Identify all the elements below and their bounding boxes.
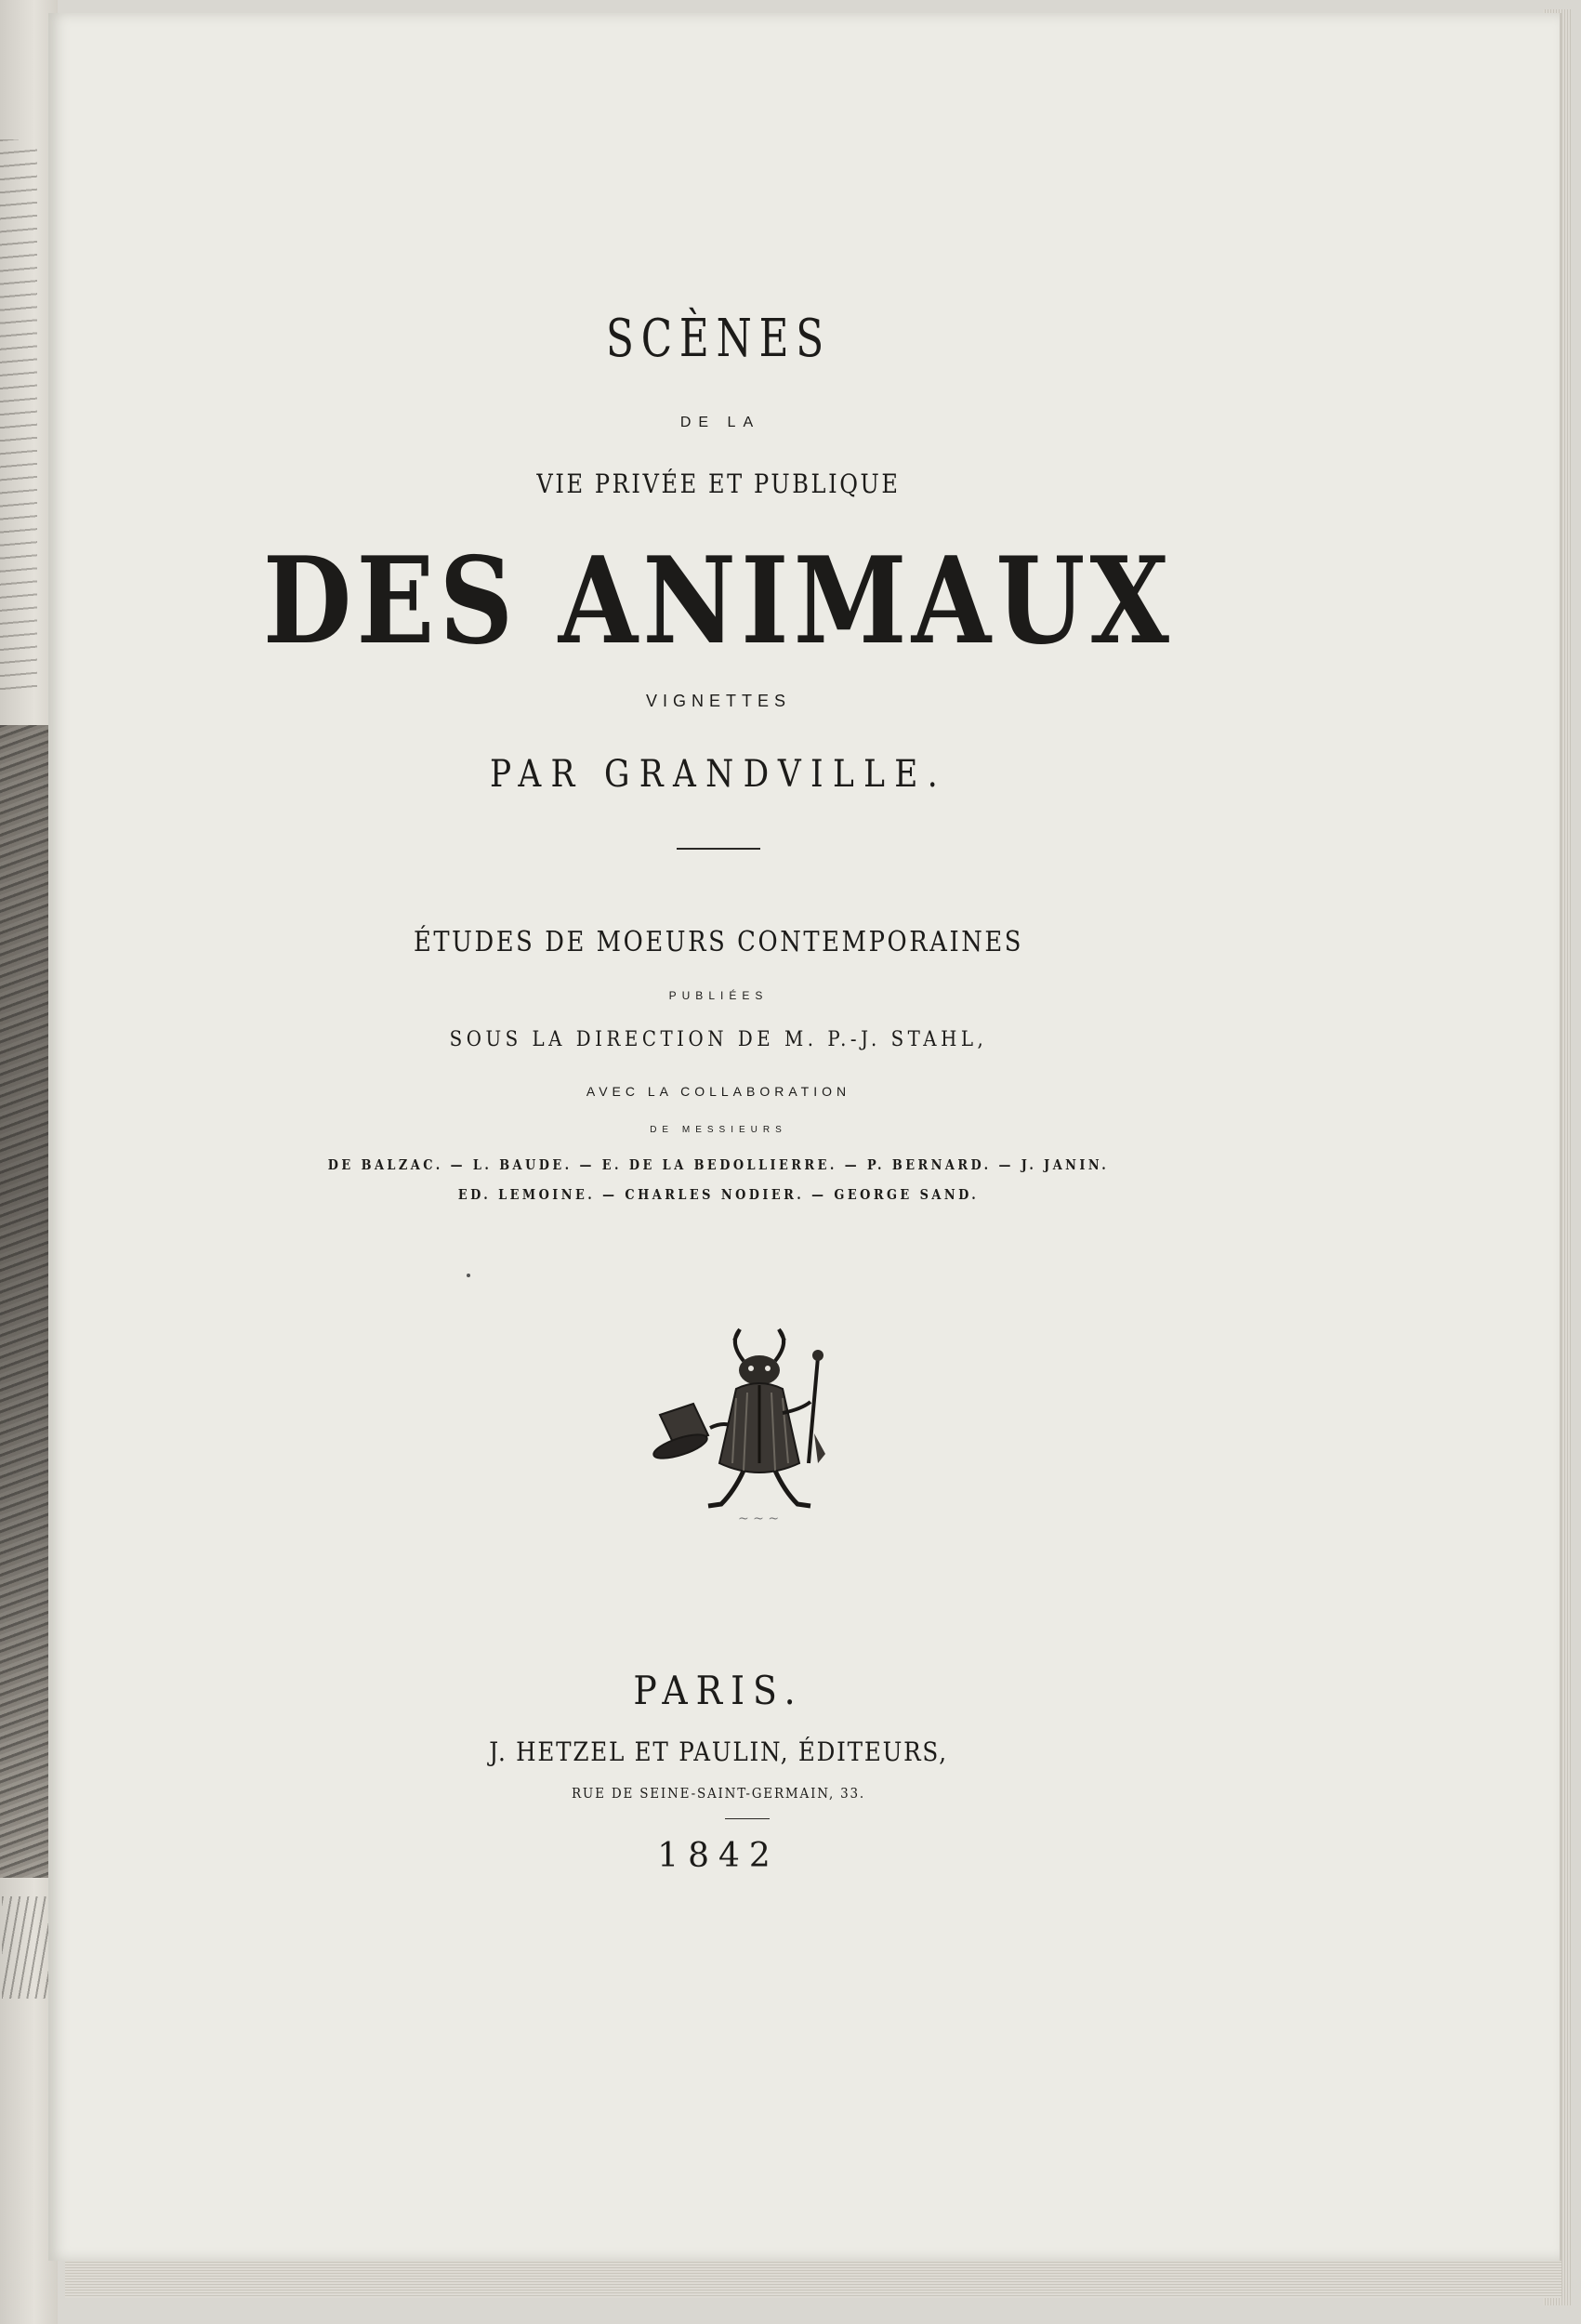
subtitle-vie-privee: VIE PRIVÉE ET PUBLIQUE [536,469,901,499]
text-etudes: ÉTUDES DE MOEURS CONTEMPORAINES [413,926,1024,958]
text-avec-collaboration: AVEC LA COLLABORATION [586,1084,851,1099]
text-publisher: J. HETZEL ET PAULIN, ÉDITEURS, [489,1736,948,1767]
text-de-la: DE LA [679,415,761,430]
title-page [48,13,1560,2261]
text-sous-la-direction: SOUS LA DIRECTION DE M. P.-J. STAHL, [449,1028,988,1051]
text-publiees: PUBLIÉES [668,989,769,1002]
authors-line-1: DE BALZAC. — L. BAUDE. — E. DE LA BEDOLLIERRE. — P. BERNARD. — J. JANIN. [327,1156,1110,1173]
divider-rule-2 [725,1818,770,1819]
heading-scenes: SCÈNES [605,309,832,369]
svg-text:~ ~ ~: ~ ~ ~ [737,1512,780,1526]
beetle-gentleman-icon [643,1324,876,1528]
text-de-messieurs: DE MESSIEURS [650,1125,787,1135]
main-title: DES ANIMAUX [262,532,1175,671]
text-year: 1842 [657,1837,780,1875]
facing-caption [2,1896,48,1999]
text-city: PARIS. [633,1668,804,1713]
text-par-grandville: PAR GRANDVILLE. [490,753,947,796]
paper-speck [467,1274,470,1277]
text-address: RUE DE SEINE-SAINT-GERMAIN, 33. [571,1785,866,1802]
divider-rule-1 [677,848,760,850]
authors-line-2: ED. LEMOINE. — CHARLES NODIER. — GEORGE SAND. [457,1186,980,1203]
page-bottom-edge [65,2261,1561,2298]
text-vignettes: VIGNETTES [645,692,791,710]
